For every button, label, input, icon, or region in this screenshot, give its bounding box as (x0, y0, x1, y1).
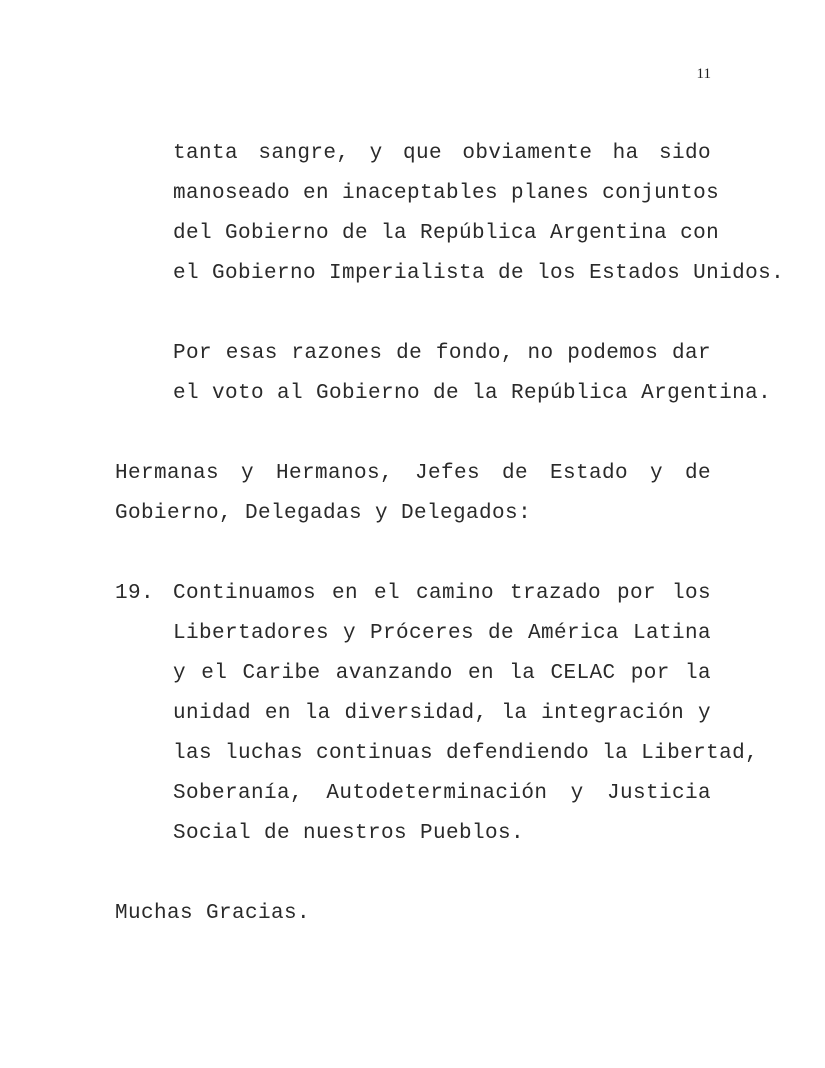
text-line: las luchas continuas defendiendo la Libertad, (173, 742, 759, 765)
paragraph-conclusion (173, 334, 772, 414)
text-line: Libertadores y Próceres de América Latina (173, 622, 711, 645)
text-line: Soberanía, Autodeterminación y Justicia (173, 782, 711, 805)
text-line: Por esas razones de fondo, no podemos dar (173, 342, 711, 365)
paragraph-closing (115, 894, 711, 934)
text-line: tanta sangre, y que obviamente ha sido (173, 142, 711, 165)
text-line: y el Caribe avanzando en la CELAC por la (173, 662, 711, 685)
text-line: Continuamos en el camino trazado por los (173, 582, 711, 605)
text-line: del Gobierno de la República Argentina con (173, 222, 720, 245)
page-number: 11 (696, 66, 711, 82)
text-line: Gobierno, Delegadas y Delegados: (115, 502, 532, 525)
paragraph-salutation (115, 454, 711, 534)
text-line: el Gobierno Imperialista de los Estados Unidos. (173, 262, 785, 285)
text-line: el voto al Gobierno de la República Argentina. (173, 382, 772, 405)
paragraph-continuation (173, 134, 785, 294)
text-line: Social de nuestros Pueblos. (173, 822, 525, 845)
text-line: Muchas Gracias. (115, 902, 311, 925)
text-line: unidad en la diversidad, la integración y (173, 702, 711, 725)
paragraph-number: 19. (115, 582, 155, 605)
text-line: Hermanas y Hermanos, Jefes de Estado y de (115, 462, 711, 485)
text-line: manoseado en inaceptables planes conjuntos (173, 182, 720, 205)
paragraph-numbered-19 (115, 574, 759, 854)
